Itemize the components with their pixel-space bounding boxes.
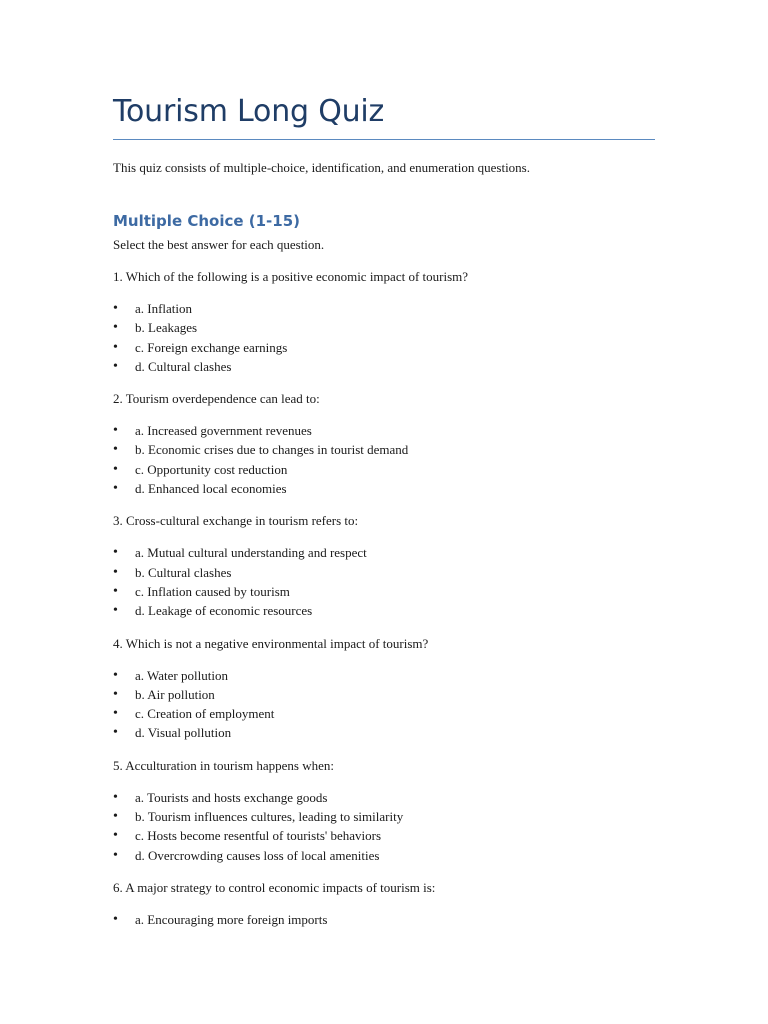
answer-option bbox=[113, 318, 655, 337]
section-instructions: Select the best answer for each question. bbox=[113, 237, 325, 252]
bullet-icon: • bbox=[113, 828, 118, 844]
answer-option-label: c. Inflation caused by tourism bbox=[135, 583, 290, 599]
bullet-icon: • bbox=[113, 423, 118, 439]
answer-option bbox=[113, 338, 655, 357]
bullet-icon: • bbox=[113, 789, 118, 805]
bullet-icon: • bbox=[113, 809, 118, 825]
question-text: 2. Tourism overdependence can lead to: bbox=[113, 391, 320, 407]
question-list bbox=[113, 267, 655, 929]
answer-option bbox=[113, 299, 655, 318]
question-4 bbox=[113, 634, 655, 743]
answer-option bbox=[113, 479, 655, 498]
answer-option-label: d. Leakage of economic resources bbox=[135, 603, 313, 619]
quiz-section-multiple-choice bbox=[113, 209, 655, 929]
answer-option bbox=[113, 460, 655, 479]
bullet-icon: • bbox=[113, 320, 118, 336]
answer-options bbox=[113, 666, 655, 743]
answer-option bbox=[113, 685, 655, 704]
document-title: Tourism Long Quiz bbox=[113, 94, 385, 129]
answer-option bbox=[113, 826, 655, 845]
intro-paragraph: This quiz consists of multiple-choice, identification, and enumeration questions. bbox=[113, 160, 530, 175]
bullet-icon: • bbox=[113, 847, 118, 863]
bullet-icon: • bbox=[113, 911, 118, 927]
question-text: 6. A major strategy to control economic impacts of tourism is: bbox=[113, 879, 436, 895]
question-6 bbox=[113, 878, 655, 929]
answer-option bbox=[113, 563, 655, 582]
answer-option bbox=[113, 357, 655, 376]
bullet-icon: • bbox=[113, 564, 118, 580]
bullet-icon: • bbox=[113, 603, 118, 619]
bullet-icon: • bbox=[113, 301, 118, 316]
answer-option-label: a. Mutual cultural understanding and respect bbox=[135, 545, 367, 561]
answer-options bbox=[113, 788, 655, 865]
answer-option bbox=[113, 440, 655, 459]
question-3 bbox=[113, 511, 655, 620]
answer-option bbox=[113, 666, 655, 685]
answer-option bbox=[113, 788, 655, 807]
answer-option-label: d. Cultural clashes bbox=[135, 358, 232, 374]
answer-option-label: b. Tourism influences cultures, leading to similarity bbox=[135, 809, 404, 825]
bullet-icon: • bbox=[113, 686, 118, 702]
answer-option-label: a. Increased government revenues bbox=[135, 423, 312, 439]
question-text: 1. Which of the following is a positive economic impact of tourism? bbox=[113, 269, 469, 284]
answer-option bbox=[113, 582, 655, 601]
bullet-icon: • bbox=[113, 545, 118, 561]
answer-option-label: b. Cultural clashes bbox=[135, 564, 232, 580]
answer-option bbox=[113, 846, 655, 865]
answer-options bbox=[113, 543, 655, 620]
answer-option bbox=[113, 910, 655, 929]
answer-option bbox=[113, 807, 655, 826]
bullet-icon: • bbox=[113, 358, 118, 374]
answer-option-label: b. Air pollution bbox=[135, 686, 215, 702]
answer-option-label: d. Enhanced local economies bbox=[135, 481, 287, 497]
answer-options bbox=[113, 910, 655, 929]
bullet-icon: • bbox=[113, 706, 118, 722]
answer-option-label: a. Inflation bbox=[135, 301, 193, 316]
answer-option-label: d. Overcrowding causes loss of local amenities bbox=[135, 847, 380, 863]
question-text: 4. Which is not a negative environmental impact of tourism? bbox=[113, 635, 429, 651]
question-text: 3. Cross-cultural exchange in tourism refers to: bbox=[113, 513, 359, 529]
bullet-icon: • bbox=[113, 442, 118, 458]
question-2 bbox=[113, 389, 655, 498]
title-underline bbox=[113, 139, 655, 140]
question-text: 5. Acculturation in tourism happens when: bbox=[113, 757, 334, 773]
answer-option-label: a. Encouraging more foreign imports bbox=[135, 911, 328, 927]
bullet-icon: • bbox=[113, 667, 118, 683]
answer-option bbox=[113, 723, 655, 742]
answer-option bbox=[113, 421, 655, 440]
answer-option-label: c. Opportunity cost reduction bbox=[135, 461, 288, 477]
bullet-icon: • bbox=[113, 725, 118, 741]
answer-option-label: c. Foreign exchange earnings bbox=[135, 339, 288, 355]
question-5 bbox=[113, 756, 655, 865]
answer-option bbox=[113, 601, 655, 620]
answer-option-label: c. Hosts become resentful of tourists' behaviors bbox=[135, 828, 382, 844]
section-heading: Multiple Choice (1-15) bbox=[113, 212, 301, 230]
answer-option bbox=[113, 543, 655, 562]
question-1 bbox=[113, 267, 655, 376]
answer-options bbox=[113, 421, 655, 498]
answer-option-label: a. Tourists and hosts exchange goods bbox=[135, 789, 328, 805]
bullet-icon: • bbox=[113, 481, 118, 497]
answer-options bbox=[113, 299, 655, 376]
answer-option-label: a. Water pollution bbox=[135, 667, 228, 683]
answer-option-label: c. Creation of employment bbox=[135, 706, 275, 722]
answer-option-label: b. Leakages bbox=[135, 320, 198, 336]
answer-option bbox=[113, 704, 655, 723]
bullet-icon: • bbox=[113, 583, 118, 599]
bullet-icon: • bbox=[113, 339, 118, 355]
answer-option-label: b. Economic crises due to changes in tourist demand bbox=[135, 442, 409, 458]
answer-option-label: d. Visual pollution bbox=[135, 725, 232, 741]
bullet-icon: • bbox=[113, 461, 118, 477]
